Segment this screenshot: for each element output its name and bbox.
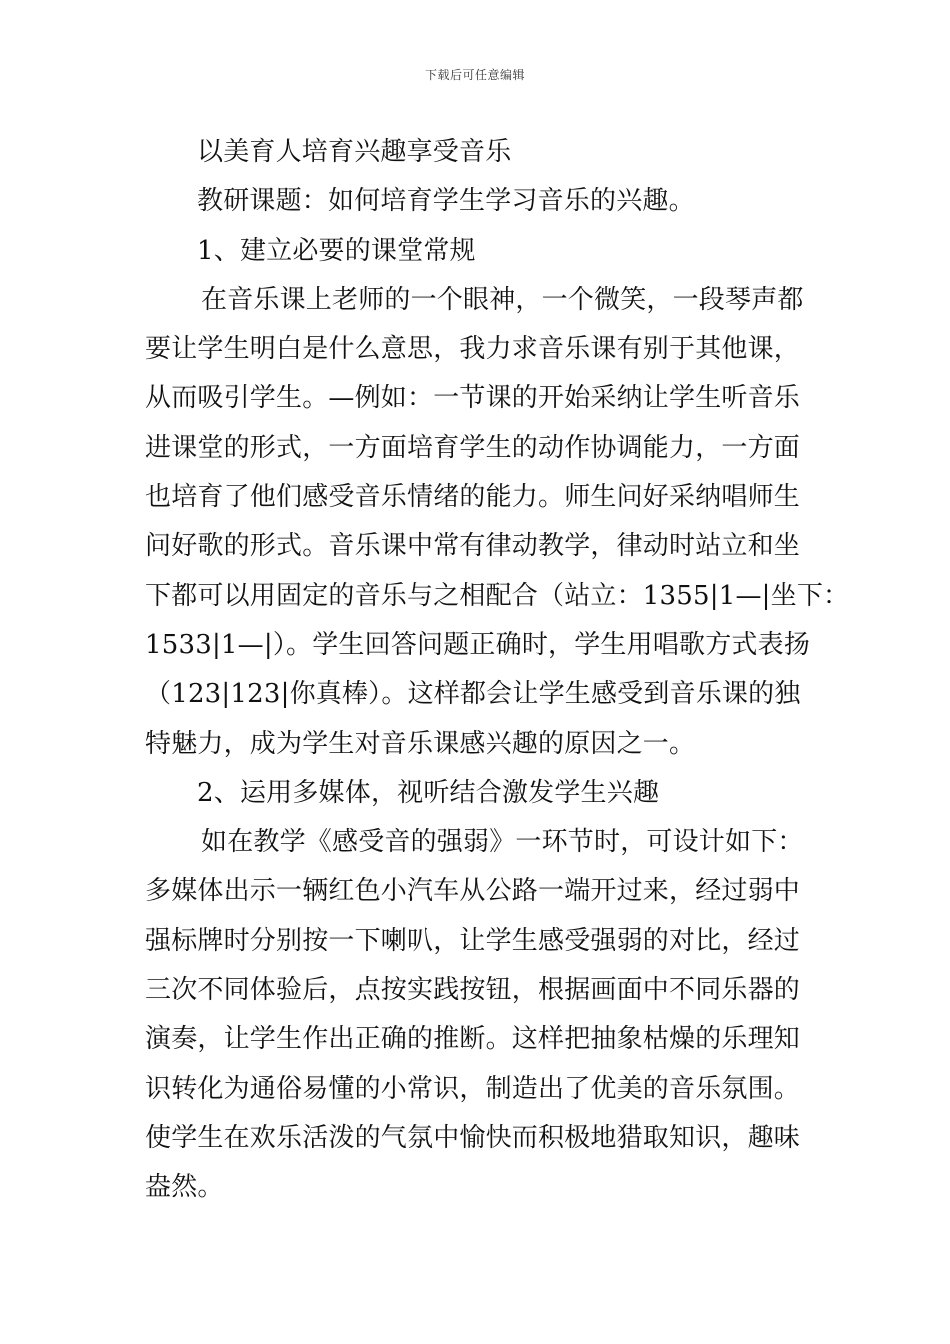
paragraph-line: 识转化为通俗易懂的小常识，制造出了优美的音乐氛围。 xyxy=(145,1073,801,1104)
paragraph-line: 在音乐课上老师的一个眼神，一个微笑，一段琴声都 xyxy=(201,284,804,315)
research-topic: 教研课题：如何培育学生学习音乐的兴趣。 xyxy=(197,186,695,217)
paragraph-line: 如在教学《感受音的强弱》一环节时，可设计如下： xyxy=(201,827,804,858)
paragraph-line: 使学生在欢乐活泼的气氛中愉快而积极地猎取知识，趣味 xyxy=(145,1122,801,1153)
paragraph-line: 强标牌时分别按一下喇叭，让学生感受强弱的对比，经过 xyxy=(145,925,801,956)
page-header: 下载后可任意编辑 xyxy=(424,68,525,82)
paragraph-line: 下都可以用固定的音乐与之相配合（站立：1355|1—|坐下： xyxy=(145,580,850,611)
paragraph-2 xyxy=(145,818,825,1212)
section-1-heading: 1、建立必要的课堂常规 xyxy=(197,235,476,266)
paragraph-line: 盎然。 xyxy=(145,1172,224,1203)
paragraph-1 xyxy=(145,276,850,769)
section-2-heading: 2、运用多媒体，视听结合激发学生兴趣 xyxy=(197,777,660,808)
paragraph-line: 多媒体出示一辆红色小汽车从公路一端开过来，经过弱中 xyxy=(145,876,801,907)
paragraph-line: （123|123|你真棒）。这样都会让学生感受到音乐课的独 xyxy=(145,679,801,710)
paragraph-line: 特魅力，成为学生对音乐课感兴趣的原因之一。 xyxy=(145,728,696,759)
paragraph-line: 三次不同体验后，点按实践按钮，根据画面中不同乐器的 xyxy=(145,975,801,1006)
paragraph-line: 演奏，让学生作出正确的推断。这样把抽象枯燥的乐理知 xyxy=(145,1024,801,1055)
paragraph-line: 进课堂的形式，一方面培育学生的动作协调能力，一方面 xyxy=(145,432,801,463)
paragraph-line: 也培育了他们感受音乐情绪的能力。师生问好采纳唱师生 xyxy=(145,482,801,513)
paragraph-line: 问好歌的形式。音乐课中常有律动教学，律动时站立和坐 xyxy=(145,531,801,562)
document-title: 以美育人培育兴趣享受音乐 xyxy=(197,137,512,167)
paragraph-line: 要让学生明白是什么意思，我力求音乐课有别于其他课， xyxy=(145,334,801,365)
document-body xyxy=(145,128,850,1213)
paragraph-line: 1533|1—|）。学生回答问题正确时，学生用唱歌方式表扬 xyxy=(145,629,811,660)
paragraph-line: 从而吸引学生。—例如：一节课的开始采纳让学生听音乐 xyxy=(145,383,801,414)
